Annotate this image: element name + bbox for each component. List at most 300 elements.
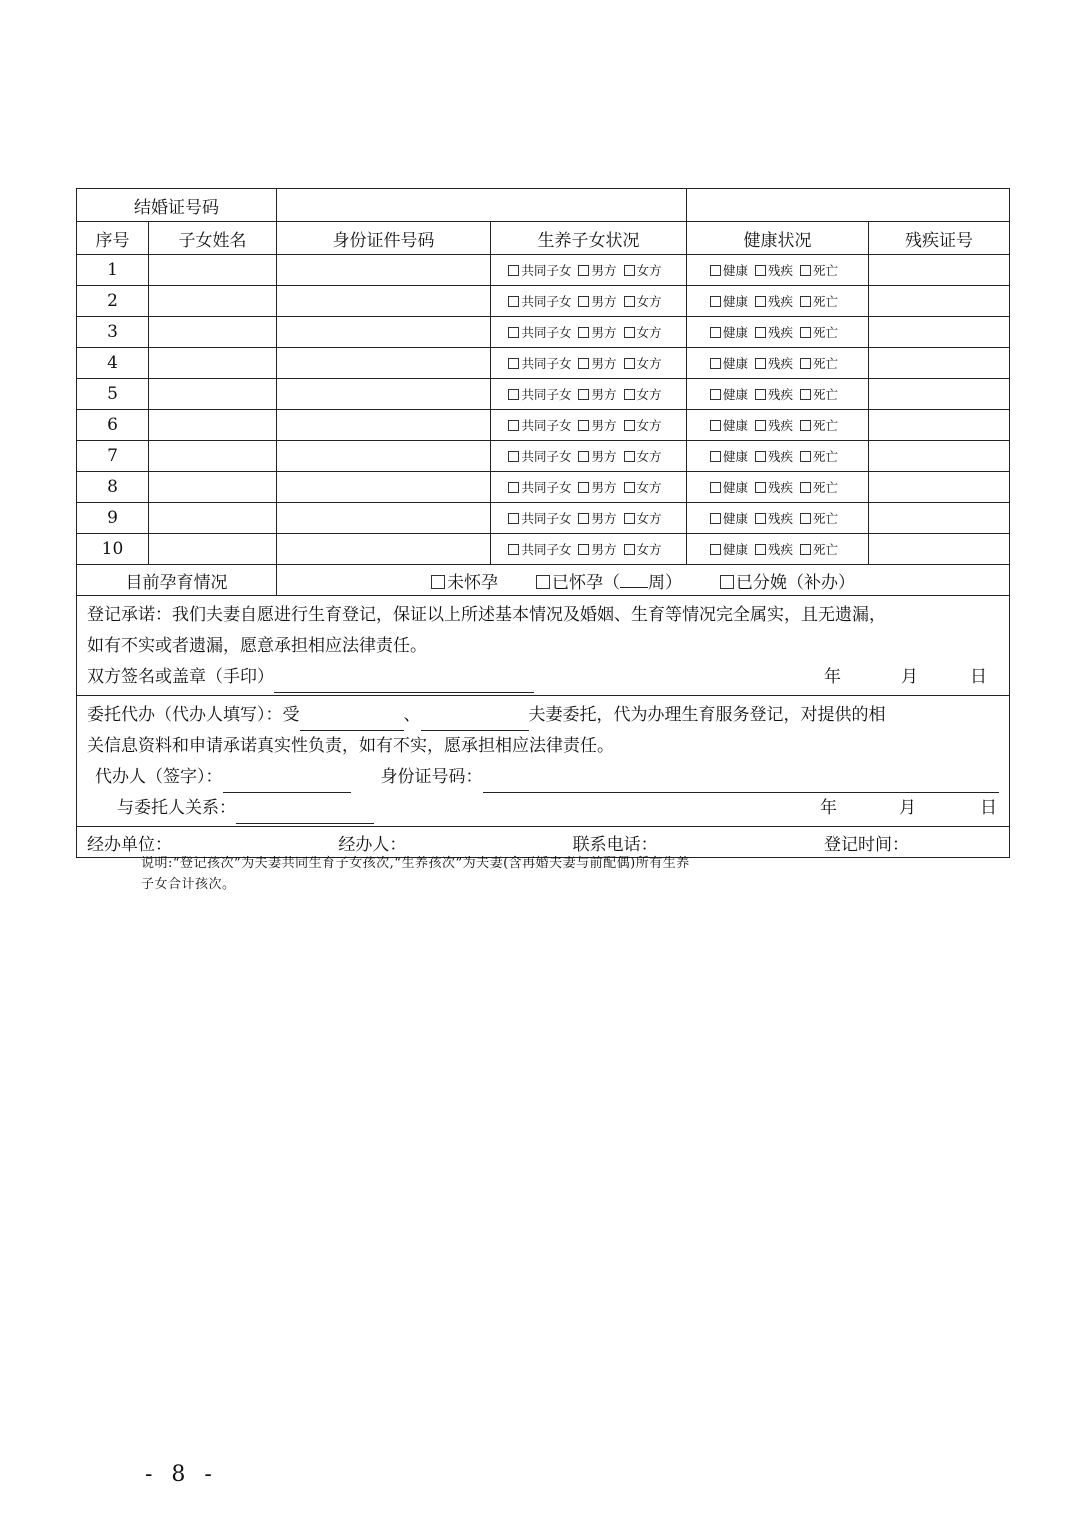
disability-number-field[interactable] (869, 472, 1010, 503)
header-status: 生养子女状况 (491, 222, 687, 255)
note-line-2: 子女合计孩次。 (141, 877, 236, 892)
status-option-1[interactable] (578, 449, 616, 464)
checkbox-icon[interactable] (624, 327, 635, 338)
checkbox-icon[interactable] (578, 420, 589, 431)
status-option-0[interactable] (508, 263, 571, 278)
checkbox-icon[interactable] (800, 327, 811, 338)
health-option-label: 死亡 (813, 511, 839, 526)
child-name-field[interactable] (149, 503, 277, 534)
child-row (77, 286, 1010, 317)
status-option-label: 女方 (636, 356, 662, 371)
commitment-line-1: 登记承诺：我们夫妻自愿进行生育登记，保证以上所述基本情况及婚姻、生育等情况完全属实，且无遗漏， (87, 605, 886, 625)
checkbox-icon[interactable] (755, 358, 766, 369)
status-option-1[interactable] (578, 511, 616, 526)
health-option-label: 健康 (722, 325, 748, 340)
checkbox-icon[interactable] (755, 265, 766, 276)
proxy-row (77, 696, 1010, 827)
status-options (491, 534, 687, 565)
checkbox-icon[interactable] (800, 513, 811, 524)
proxy-line-2: 关信息资料和申请承诺真实性负责，如有不实，愿承担相应法律责任。 (87, 736, 614, 756)
health-option-label: 残疾 (767, 325, 793, 340)
pregnancy-options (277, 565, 1010, 596)
client-1-field[interactable] (300, 712, 404, 731)
health-options (687, 379, 869, 410)
disability-number-field[interactable] (869, 503, 1010, 534)
checkbox-icon[interactable] (508, 265, 519, 276)
health-option-0[interactable] (710, 387, 748, 402)
proxy-text-1: 委托代办（代办人填写）：受 (87, 705, 300, 725)
status-option-0[interactable] (508, 542, 571, 557)
health-option-2[interactable] (800, 294, 838, 309)
header-health: 健康状况 (687, 222, 869, 255)
header-name: 子女姓名 (149, 222, 277, 255)
row-seq: 7 (77, 441, 149, 472)
checkbox-icon[interactable] (508, 420, 519, 431)
status-option-2[interactable] (624, 356, 662, 371)
health-options (687, 317, 869, 348)
child-name-field[interactable] (149, 317, 277, 348)
checkbox-icon[interactable] (508, 451, 519, 462)
status-option-2[interactable] (624, 418, 662, 433)
health-option-0[interactable] (710, 325, 748, 340)
child-row (77, 317, 1010, 348)
health-option-2[interactable] (800, 480, 838, 495)
child-row (77, 503, 1010, 534)
checkbox-icon[interactable] (800, 358, 811, 369)
checkbox-icon[interactable] (578, 327, 589, 338)
health-option-label: 健康 (722, 449, 748, 464)
status-option-label: 女方 (636, 480, 662, 495)
checkbox-icon[interactable] (800, 420, 811, 431)
checkbox-icon[interactable] (710, 420, 721, 431)
status-options (491, 503, 687, 534)
status-option-label: 男方 (591, 511, 617, 526)
child-name-field[interactable] (149, 255, 277, 286)
health-option-1[interactable] (755, 387, 793, 402)
health-option-1[interactable] (755, 480, 793, 495)
checkbox-icon[interactable] (431, 575, 445, 589)
status-option-label: 共同子女 (521, 263, 572, 278)
status-option-label: 共同子女 (521, 480, 572, 495)
checkbox-icon[interactable] (800, 296, 811, 307)
status-option-2[interactable] (624, 542, 662, 557)
child-row (77, 534, 1010, 565)
disability-number-field[interactable] (869, 379, 1010, 410)
health-option-label: 死亡 (813, 449, 839, 464)
health-option-0[interactable] (710, 480, 748, 495)
status-option-label: 男方 (591, 294, 617, 309)
checkbox-icon[interactable] (578, 482, 589, 493)
health-option-1[interactable] (755, 263, 793, 278)
commitment-row (77, 596, 1010, 696)
status-option-2[interactable] (624, 449, 662, 464)
status-option-label: 女方 (636, 449, 662, 464)
month-label: 月 (901, 667, 918, 687)
proxy-sep: 、 (403, 705, 421, 725)
health-option-label: 死亡 (813, 418, 839, 433)
health-option-label: 残疾 (767, 542, 793, 557)
agent-label: 代办人（签字）： (95, 767, 223, 787)
health-option-1[interactable] (755, 542, 793, 557)
child-name-field[interactable] (149, 379, 277, 410)
header-row (77, 222, 1010, 255)
delivered-option[interactable] (720, 568, 855, 593)
option-label: 已分娩（补办） (736, 572, 855, 593)
checkbox-icon[interactable] (755, 389, 766, 400)
checkbox-icon[interactable] (578, 389, 589, 400)
health-options (687, 348, 869, 379)
status-option-1[interactable] (578, 356, 616, 371)
row-seq: 9 (77, 503, 149, 534)
marriage-label: 结婚证号码 (77, 189, 277, 222)
checkbox-icon[interactable] (624, 358, 635, 369)
checkbox-icon[interactable] (624, 513, 635, 524)
disability-number-field[interactable] (869, 410, 1010, 441)
relation-field[interactable] (236, 805, 374, 824)
health-option-0[interactable] (710, 449, 748, 464)
health-option-2[interactable] (800, 449, 838, 464)
option-label: 周） (648, 572, 682, 593)
status-option-label: 共同子女 (521, 294, 572, 309)
checkbox-icon[interactable] (710, 296, 721, 307)
child-id-field[interactable] (277, 441, 491, 472)
checkbox-icon[interactable] (578, 513, 589, 524)
health-option-label: 残疾 (767, 480, 793, 495)
status-options (491, 255, 687, 286)
health-option-label: 残疾 (767, 387, 793, 402)
checkbox-icon[interactable] (755, 327, 766, 338)
health-option-label: 残疾 (767, 449, 793, 464)
status-option-label: 共同子女 (521, 418, 572, 433)
registration-form-table (76, 188, 1010, 858)
health-option-label: 死亡 (813, 294, 839, 309)
status-option-2[interactable] (624, 263, 662, 278)
health-option-label: 死亡 (813, 263, 839, 278)
status-option-2[interactable] (624, 480, 662, 495)
health-option-0[interactable] (710, 356, 748, 371)
checkbox-icon[interactable] (710, 513, 721, 524)
health-option-label: 残疾 (767, 263, 793, 278)
disability-number-field[interactable] (869, 255, 1010, 286)
commitment-line-2: 如有不实或者遗漏，愿意承担相应法律责任。 (87, 636, 427, 656)
status-option-0[interactable] (508, 325, 571, 340)
note-line-1: 说明:“登记孩次”为夫妻共同生育子女孩次,“生养孩次”为夫妻(含再婚夫妻与前配偶)所有生养 (141, 856, 690, 871)
status-options (491, 286, 687, 317)
checkbox-icon[interactable] (710, 451, 721, 462)
child-name-field[interactable] (149, 472, 277, 503)
page-number: - 8 - (145, 1462, 218, 1487)
child-name-field[interactable] (149, 348, 277, 379)
child-id-field[interactable] (277, 503, 491, 534)
disability-number-field[interactable] (869, 348, 1010, 379)
child-id-field[interactable] (277, 534, 491, 565)
child-row (77, 348, 1010, 379)
option-label: 已怀孕（ (552, 572, 620, 593)
health-options (687, 441, 869, 472)
child-id-field[interactable] (277, 348, 491, 379)
signature-field[interactable] (274, 674, 534, 693)
health-option-label: 死亡 (813, 480, 839, 495)
health-option-2[interactable] (800, 542, 838, 557)
checkbox-icon[interactable] (624, 296, 635, 307)
checkbox-icon[interactable] (710, 544, 721, 555)
health-option-2[interactable] (800, 263, 838, 278)
office-phone-label: 联系电话： (572, 834, 658, 855)
proxy-text-2: 夫妻委托，代为办理生育服务登记，对提供的相 (528, 705, 886, 725)
checkbox-icon[interactable] (578, 265, 589, 276)
checkbox-icon[interactable] (710, 327, 721, 338)
marriage-number-field-1[interactable] (277, 189, 687, 222)
relation-label: 与委托人关系： (117, 798, 236, 818)
sign-label: 双方签名或盖章（手印） (87, 667, 274, 687)
status-option-label: 男方 (591, 356, 617, 371)
health-option-2[interactable] (800, 356, 838, 371)
pregnancy-label: 目前孕育情况 (77, 565, 277, 596)
child-id-field[interactable] (277, 317, 491, 348)
status-option-2[interactable] (624, 511, 662, 526)
checkbox-icon[interactable] (624, 389, 635, 400)
row-seq: 8 (77, 472, 149, 503)
health-option-label: 健康 (722, 542, 748, 557)
checkbox-icon[interactable] (508, 544, 519, 555)
status-options (491, 317, 687, 348)
status-option-label: 女方 (636, 263, 662, 278)
marriage-number-field-2[interactable] (687, 189, 1010, 222)
health-option-0[interactable] (710, 418, 748, 433)
office-time-label: 登记时间： (823, 834, 909, 855)
status-option-2[interactable] (624, 325, 662, 340)
checkbox-icon[interactable] (536, 575, 550, 589)
status-option-label: 女方 (636, 294, 662, 309)
checkbox-icon[interactable] (578, 451, 589, 462)
health-option-label: 残疾 (767, 356, 793, 371)
status-option-label: 共同子女 (521, 511, 572, 526)
health-option-label: 健康 (722, 418, 748, 433)
status-option-label: 男方 (591, 449, 617, 464)
health-option-1[interactable] (755, 356, 793, 371)
status-option-label: 男方 (591, 542, 617, 557)
health-option-1[interactable] (755, 418, 793, 433)
child-name-field[interactable] (149, 534, 277, 565)
pregnancy-row (77, 565, 1010, 596)
row-seq: 2 (77, 286, 149, 317)
health-options (687, 255, 869, 286)
health-option-label: 死亡 (813, 387, 839, 402)
child-name-field[interactable] (149, 286, 277, 317)
day-label: 日 (980, 798, 997, 818)
checkbox-icon[interactable] (624, 420, 635, 431)
health-option-label: 死亡 (813, 542, 839, 557)
checkbox-icon[interactable] (508, 389, 519, 400)
child-id-field[interactable] (277, 255, 491, 286)
pregnant-option[interactable] (536, 568, 682, 593)
status-option-0[interactable] (508, 480, 571, 495)
option-label: 未怀孕 (447, 572, 498, 593)
health-option-label: 健康 (722, 263, 748, 278)
office-unit-label: 经办单位： (87, 834, 172, 855)
checkbox-icon[interactable] (800, 389, 811, 400)
checkbox-icon[interactable] (755, 451, 766, 462)
health-options (687, 410, 869, 441)
header-id: 身份证件号码 (277, 222, 491, 255)
health-option-label: 残疾 (767, 418, 793, 433)
child-row (77, 410, 1010, 441)
status-options (491, 348, 687, 379)
checkbox-icon[interactable] (755, 544, 766, 555)
status-option-0[interactable] (508, 387, 571, 402)
not-pregnant-option[interactable] (431, 568, 498, 593)
health-option-label: 健康 (722, 387, 748, 402)
status-option-2[interactable] (624, 294, 662, 309)
checkbox-icon[interactable] (800, 482, 811, 493)
checkbox-icon[interactable] (624, 482, 635, 493)
agent-signature-field[interactable] (223, 774, 351, 793)
checkbox-icon[interactable] (800, 265, 811, 276)
disability-number-field[interactable] (869, 317, 1010, 348)
status-options (491, 441, 687, 472)
checkbox-icon[interactable] (578, 544, 589, 555)
row-seq: 6 (77, 410, 149, 441)
status-options (491, 472, 687, 503)
status-option-1[interactable] (578, 263, 616, 278)
client-2-field[interactable] (421, 712, 529, 731)
disability-number-field[interactable] (869, 534, 1010, 565)
header-seq: 序号 (77, 222, 149, 255)
checkbox-icon[interactable] (508, 296, 519, 307)
checkbox-icon[interactable] (710, 358, 721, 369)
checkbox-icon[interactable] (508, 482, 519, 493)
checkbox-icon[interactable] (624, 544, 635, 555)
id-label: 身份证号码： (380, 767, 483, 787)
child-name-field[interactable] (149, 410, 277, 441)
child-id-field[interactable] (277, 472, 491, 503)
health-option-0[interactable] (710, 542, 748, 557)
status-options (491, 410, 687, 441)
child-row (77, 472, 1010, 503)
proxy-block (77, 696, 1010, 827)
health-options (687, 534, 869, 565)
status-option-label: 女方 (636, 325, 662, 340)
agent-id-field[interactable] (483, 774, 1000, 793)
health-option-2[interactable] (800, 387, 838, 402)
health-options (687, 503, 869, 534)
checkbox-icon[interactable] (508, 327, 519, 338)
checkbox-icon[interactable] (755, 420, 766, 431)
health-options (687, 286, 869, 317)
checkbox-icon[interactable] (710, 265, 721, 276)
status-option-label: 共同子女 (521, 387, 572, 402)
status-option-label: 男方 (591, 480, 617, 495)
checkbox-icon[interactable] (720, 575, 734, 589)
checkbox-icon[interactable] (578, 358, 589, 369)
status-option-label: 女方 (636, 418, 662, 433)
health-option-0[interactable] (710, 294, 748, 309)
year-label: 年 (820, 798, 837, 818)
health-option-1[interactable] (755, 325, 793, 340)
status-option-0[interactable] (508, 511, 571, 526)
status-option-0[interactable] (508, 418, 571, 433)
row-seq: 5 (77, 379, 149, 410)
status-option-2[interactable] (624, 387, 662, 402)
status-option-label: 女方 (636, 387, 662, 402)
health-option-label: 死亡 (813, 325, 839, 340)
health-option-1[interactable] (755, 294, 793, 309)
day-label: 日 (970, 667, 987, 687)
row-seq: 10 (77, 534, 149, 565)
checkbox-icon[interactable] (755, 296, 766, 307)
child-id-field[interactable] (277, 379, 491, 410)
health-option-2[interactable] (800, 325, 838, 340)
health-option-label: 残疾 (767, 294, 793, 309)
status-option-label: 女方 (636, 511, 662, 526)
health-option-2[interactable] (800, 511, 838, 526)
child-row (77, 379, 1010, 410)
health-option-2[interactable] (800, 418, 838, 433)
health-option-label: 健康 (722, 294, 748, 309)
child-name-field[interactable] (149, 441, 277, 472)
checkbox-icon[interactable] (508, 358, 519, 369)
checkbox-icon[interactable] (755, 482, 766, 493)
disability-number-field[interactable] (869, 441, 1010, 472)
row-seq: 1 (77, 255, 149, 286)
checkbox-icon[interactable] (800, 544, 811, 555)
child-row (77, 255, 1010, 286)
status-option-label: 男方 (591, 325, 617, 340)
status-option-1[interactable] (578, 418, 616, 433)
status-option-0[interactable] (508, 294, 571, 309)
checkbox-icon[interactable] (624, 265, 635, 276)
status-option-label: 共同子女 (521, 356, 572, 371)
status-option-label: 共同子女 (521, 325, 572, 340)
commitment-block (77, 596, 1010, 696)
status-option-1[interactable] (578, 387, 616, 402)
weeks-field[interactable] (620, 569, 648, 588)
status-option-0[interactable] (508, 356, 571, 371)
status-option-1[interactable] (578, 294, 616, 309)
status-option-label: 女方 (636, 542, 662, 557)
status-option-1[interactable] (578, 325, 616, 340)
child-id-field[interactable] (277, 410, 491, 441)
health-option-1[interactable] (755, 449, 793, 464)
year-label: 年 (824, 667, 841, 687)
checkbox-icon[interactable] (624, 451, 635, 462)
status-option-1[interactable] (578, 480, 616, 495)
status-option-label: 男方 (591, 387, 617, 402)
status-option-label: 男方 (591, 418, 617, 433)
checkbox-icon[interactable] (755, 513, 766, 524)
health-option-1[interactable] (755, 511, 793, 526)
row-seq: 3 (77, 317, 149, 348)
checkbox-icon[interactable] (800, 451, 811, 462)
checkbox-icon[interactable] (578, 296, 589, 307)
health-option-0[interactable] (710, 263, 748, 278)
disability-number-field[interactable] (869, 286, 1010, 317)
health-option-label: 健康 (722, 356, 748, 371)
child-id-field[interactable] (277, 286, 491, 317)
checkbox-icon[interactable] (508, 513, 519, 524)
health-option-0[interactable] (710, 511, 748, 526)
status-option-1[interactable] (578, 542, 616, 557)
health-option-label: 健康 (722, 511, 748, 526)
header-disability: 残疾证号 (869, 222, 1010, 255)
health-options (687, 472, 869, 503)
status-option-0[interactable] (508, 449, 571, 464)
checkbox-icon[interactable] (710, 482, 721, 493)
status-option-label: 共同子女 (521, 449, 572, 464)
child-row (77, 441, 1010, 472)
explanation-note (141, 853, 961, 895)
checkbox-icon[interactable] (710, 389, 721, 400)
